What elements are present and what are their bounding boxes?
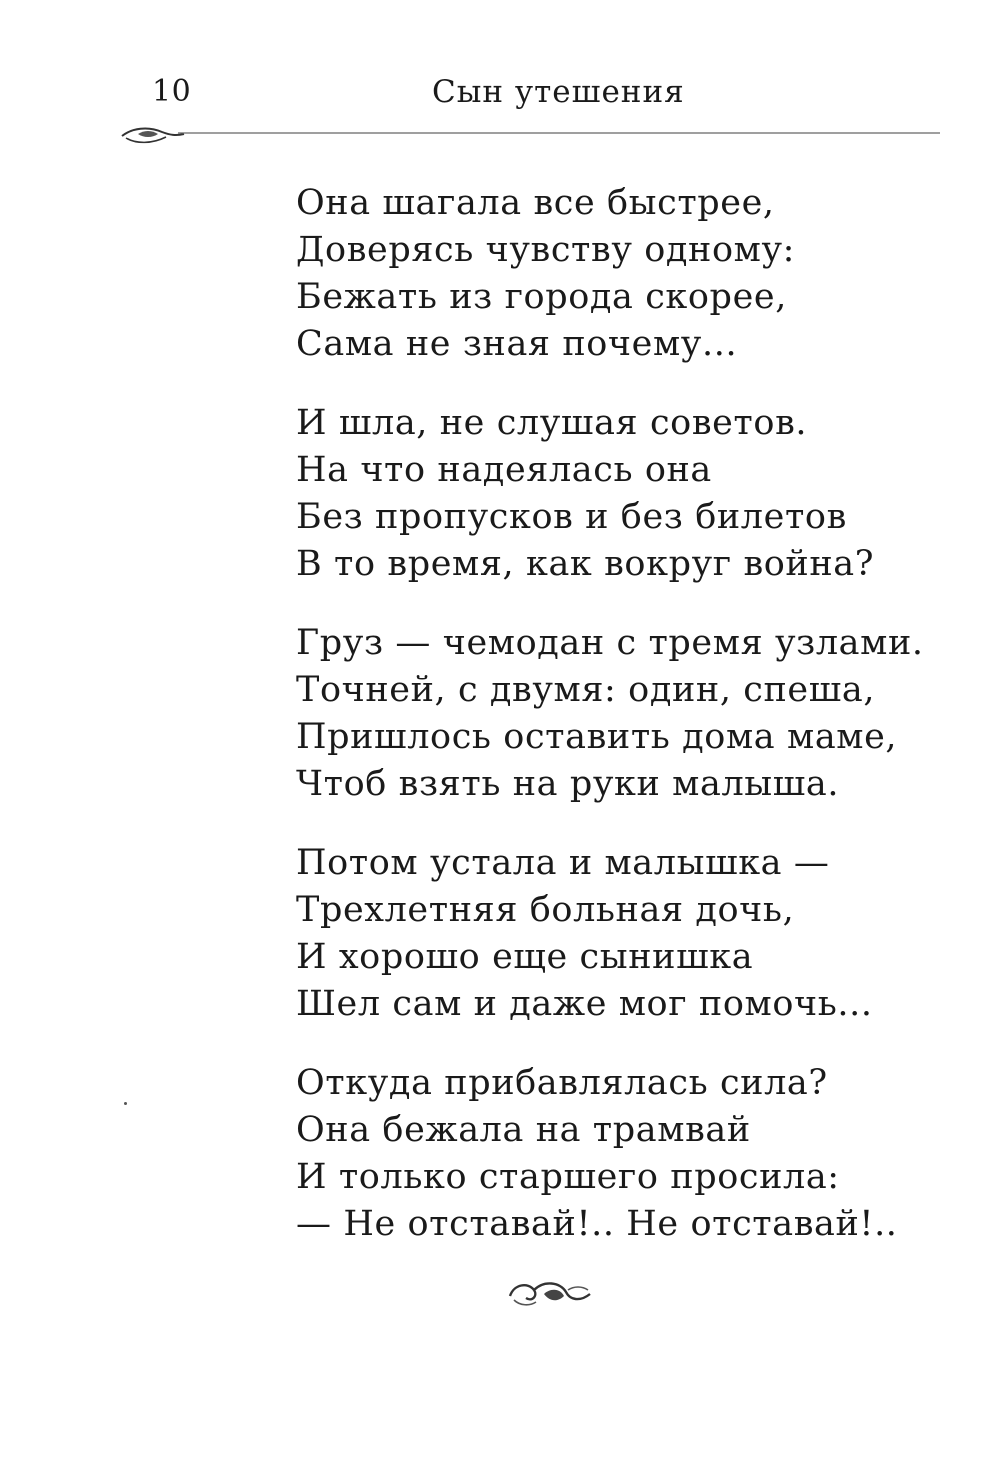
swirl-ornament-icon [504,1276,596,1312]
poem-line: Бежать из города скорее, [296,277,787,317]
poem-line: Доверясь чувству одному: [296,230,796,270]
stanza [296,840,936,1028]
poem-line: И хорошо еще сынишка [296,937,754,977]
poem-line: Точней, с двумя: один, спеша, [296,670,876,710]
poem [296,180,936,1280]
stanza [296,620,936,808]
poem-line: И шла, не слушая советов. [296,403,808,443]
running-title: Сын утешения [432,74,685,110]
poem-line: Трехлетняя больная дочь, [296,890,795,930]
poem-line: Пришлось оставить дома маме, [296,717,898,757]
poem-line: Шел сам и даже мог помочь... [296,984,873,1024]
poem-line: Она бежала на трамвай [296,1110,751,1150]
print-speck [124,1102,127,1105]
poem-line: Сама не зная почему... [296,324,738,364]
page-number: 10 [152,74,192,109]
poem-line: Потом устала и малышка — [296,843,830,883]
poem-line: Без пропусков и без билетов [296,497,847,537]
poem-line: И только старшего просила: [296,1157,840,1197]
poem-line: Чтоб взять на руки малыша. [296,764,840,804]
poem-line: В то время, как вокруг война? [296,544,875,584]
stanza [296,400,936,588]
poem-line: Груз — чемодан с тремя узлами. [296,623,924,663]
poem-line: Откуда прибавлялась сила? [296,1063,828,1103]
flourish-rule-icon [118,122,940,148]
poem-line: Она шагала все быстрее, [296,183,775,223]
stanza [296,1060,936,1248]
stanza [296,180,936,368]
poem-line: На что надеялась она [296,450,712,490]
poem-line: — Не отставай!.. Не отставай!.. [296,1204,898,1244]
